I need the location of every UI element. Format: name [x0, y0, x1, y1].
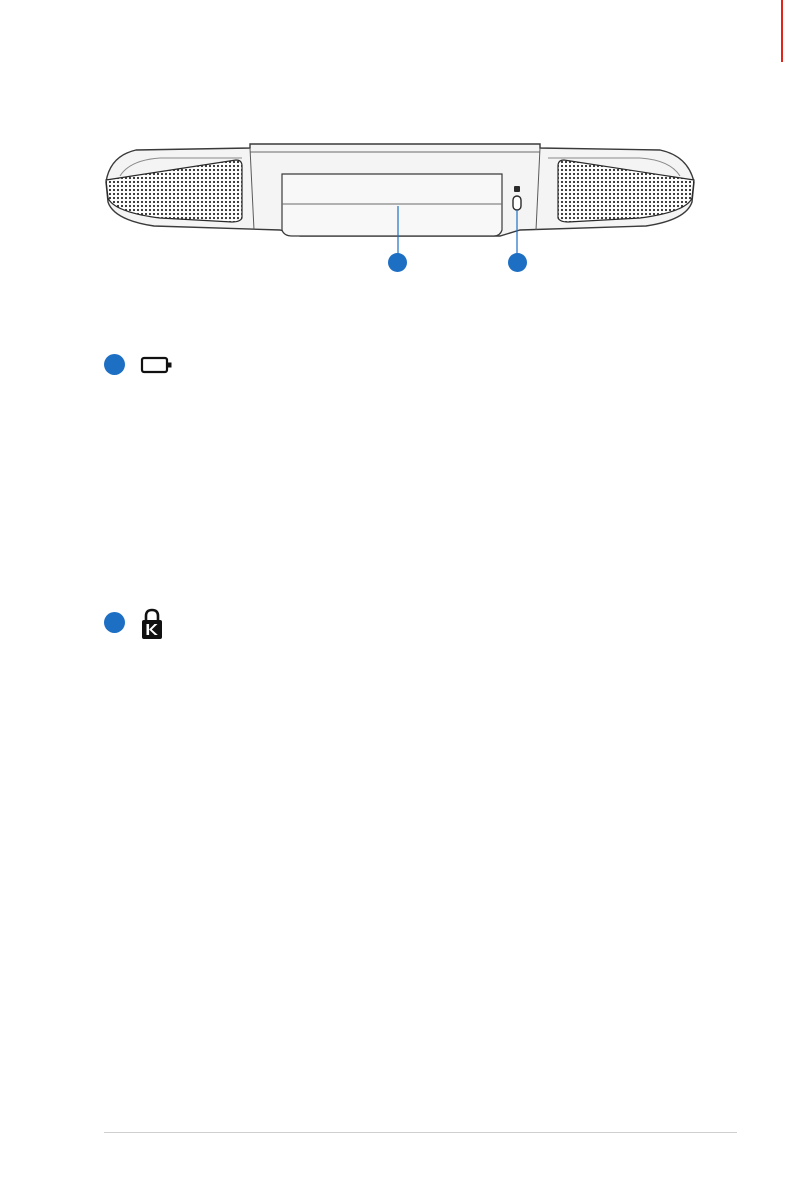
callout-2-marker	[508, 253, 527, 272]
section-battery	[104, 354, 184, 378]
kensington-lock-slot	[513, 186, 521, 210]
battery-pack	[282, 174, 502, 236]
section-2-number-bullet	[104, 612, 125, 633]
top-page-marker	[781, 0, 783, 62]
callout-1-marker	[388, 253, 407, 272]
section-kensington-lock	[104, 607, 184, 641]
battery-icon	[140, 355, 174, 375]
kensington-lock-icon	[139, 607, 165, 641]
section-1-number-bullet	[104, 354, 125, 375]
footer-divider	[104, 1132, 737, 1133]
